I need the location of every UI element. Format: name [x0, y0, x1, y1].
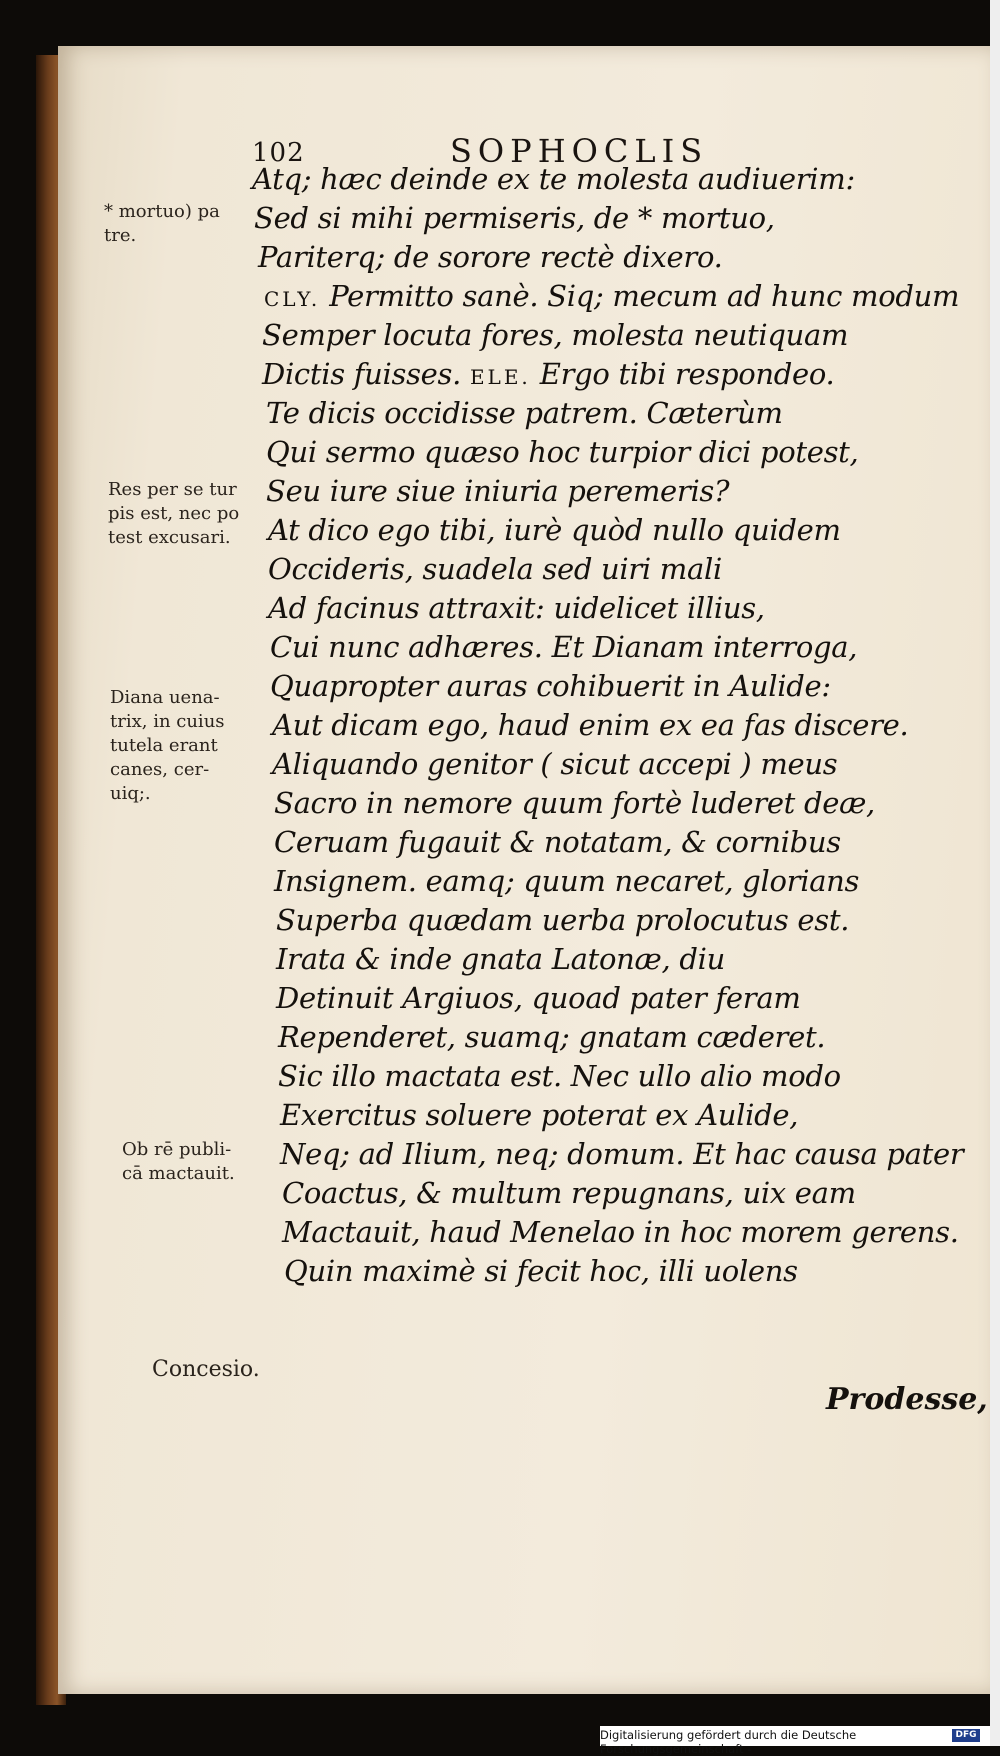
verse-line: Seu iure siue iniuria peremeris?	[266, 474, 730, 508]
verse-line: Atq; hæc deinde ex te molesta audiuerim:	[252, 162, 855, 196]
verse-line: Sed si mihi permiseris, de * mortuo,	[254, 201, 775, 235]
verse-line: Neq; ad Ilium, neq; domum. Et hac causa pater	[280, 1137, 964, 1171]
marginal-note: Concesio.	[152, 1357, 260, 1382]
verse-line: Coactus, & multum repugnans, uix eam	[282, 1176, 856, 1210]
verse-line: Sic illo mactata est. Nec ullo alio modo	[278, 1059, 841, 1093]
marginal-note: * mortuo) pa tre.	[104, 201, 220, 246]
verse-line: Cui nunc adhæres. Et Dianam interroga,	[270, 630, 858, 664]
verse-line: Detinuit Argiuos, quoad pater feram	[276, 981, 801, 1015]
verse-line: At dico ego tibi, iurè quòd nullo quidem	[268, 513, 841, 547]
marginal-note: Diana uena- trix, in cuius tutela erant canes, cer- uiq;.	[110, 687, 225, 804]
verse-line: Aut dicam ego, haud enim ex ea fas discere.	[272, 708, 909, 742]
verse-text-segment: Dictis fuisses.	[262, 357, 462, 391]
marginal-note: Ob rē publi- cā mactauit.	[122, 1139, 235, 1184]
verse-line: Irata & inde gnata Latonæ, diu	[276, 942, 725, 976]
verse-line	[262, 357, 834, 391]
verse-line: Semper locuta fores, molesta neutiquam	[262, 318, 849, 352]
verse-line: Exercitus soluere poterat ex Aulide,	[280, 1098, 799, 1132]
verse-line: Te dicis occidisse patrem. Cæterùm	[266, 396, 783, 430]
catchword: Prodesse,	[826, 1382, 988, 1417]
running-title: SOPHOCLIS	[450, 132, 709, 170]
speaker-label: ELE.	[469, 365, 531, 389]
verse-line: Occideris, suadela sed uiri mali	[268, 552, 722, 586]
dfg-logo-icon: DFG	[952, 1729, 980, 1742]
verse-line: Aliquando genitor ( sicut accepi ) meus	[272, 747, 838, 781]
verse-line: Ceruam fugauit & notatam, & cornibus	[274, 825, 841, 859]
speaker-label: CLY.	[264, 287, 321, 311]
verse-line: Rependeret, suamq; gnatam cæderet.	[278, 1020, 826, 1054]
verse-line: Sacro in nemore quum fortè luderet deæ,	[274, 786, 875, 820]
verse-line: Quin maximè si fecit hoc, illi uolens	[284, 1254, 798, 1288]
verse-line: Superba quædam uerba prolocutus est.	[276, 903, 850, 937]
verse-line: Mactauit, haud Menelao in hoc morem gerens.	[282, 1215, 959, 1249]
page-number: 102	[252, 138, 305, 168]
verse-line: Insignem. eamq; quum necaret, glorians	[274, 864, 860, 898]
digitization-credit: Digitalisierung gefördert durch die Deutsche Forschungsgemeinschaft -	[600, 1728, 857, 1756]
marginal-note: Res per se tur pis est, nec po test excusari.	[108, 479, 240, 548]
digitization-credit-bar	[600, 1726, 990, 1756]
verse-text-segment: Ergo tibi respondeo.	[539, 357, 835, 391]
verse-line: Quapropter auras cohibuerit in Aulide:	[270, 669, 831, 703]
verse-line	[264, 279, 959, 313]
verse-line: Ad facinus attraxit: uidelicet illius,	[268, 591, 765, 625]
verse-line: Qui sermo quæso hoc turpior dici potest,	[266, 435, 859, 469]
verse-line: Pariterq; de sorore rectè dixero.	[258, 240, 723, 274]
verse-text-segment: Permitto sanè. Siq; mecum ad hunc modum	[329, 279, 960, 313]
